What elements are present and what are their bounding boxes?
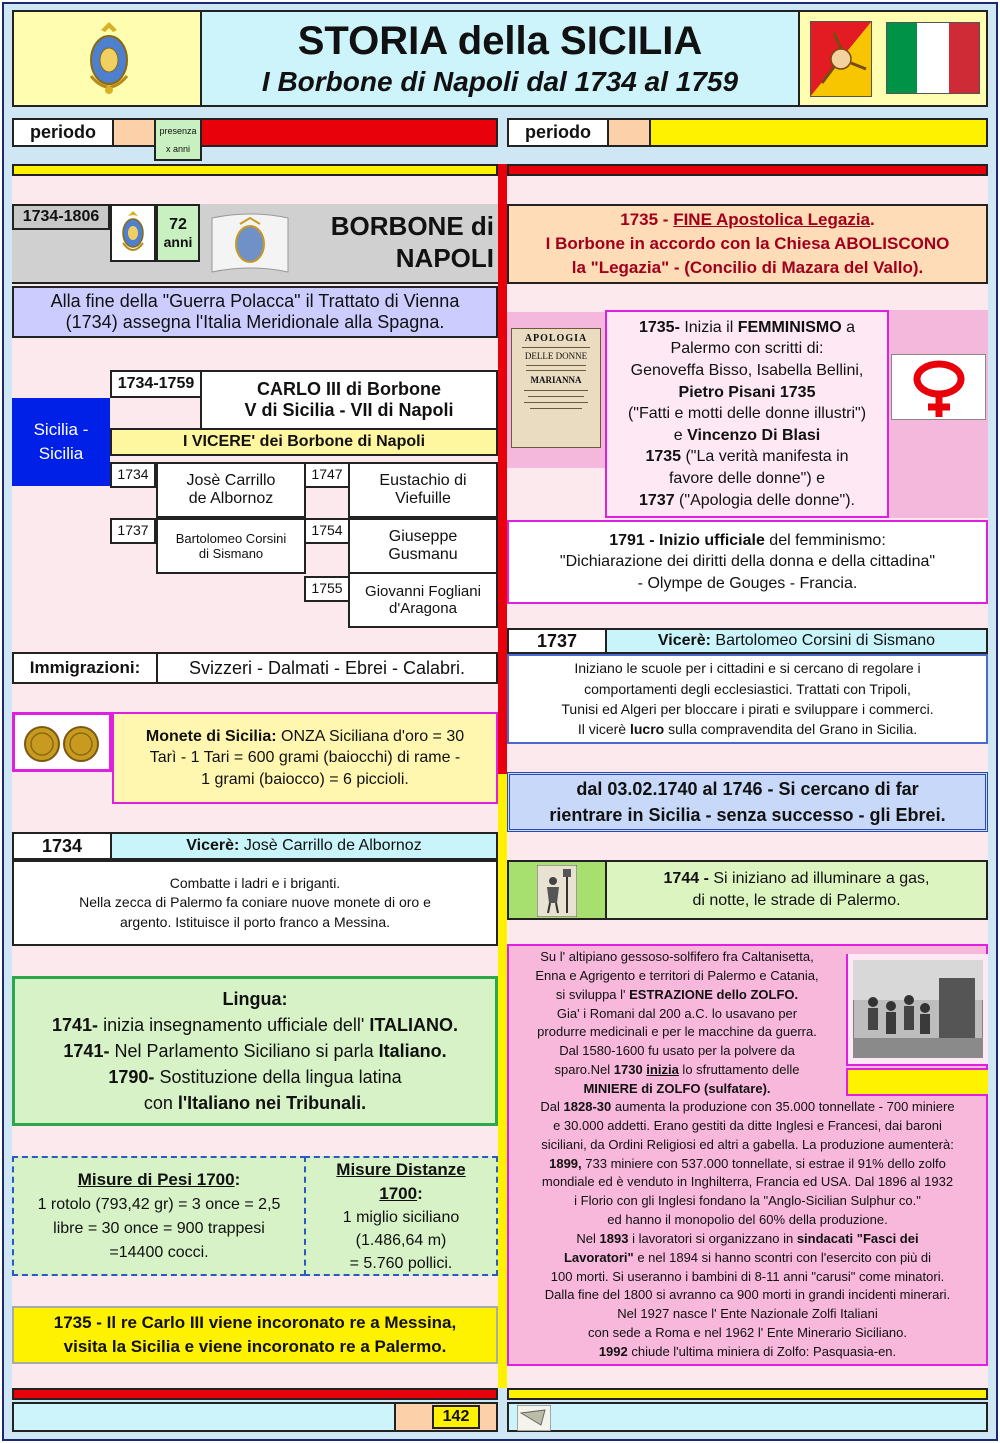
header-right-flags-box	[798, 10, 988, 107]
dynasty-emblem-box	[110, 204, 156, 262]
vicere-1734-year: 1734	[12, 832, 112, 860]
viceroys-title: I VICERE' dei Borbone di Napoli	[110, 428, 498, 456]
viceroy-name: Giovanni Fogliani d'Aragona	[348, 572, 498, 628]
page-title: STORIA della SICILIA	[297, 18, 703, 63]
gas-image-box	[507, 860, 607, 920]
femminismo-symbol-panel	[889, 310, 988, 518]
dynasty-years: 1734-1806	[12, 204, 110, 230]
footer-left-red-strip	[12, 1388, 498, 1400]
immigrazioni-label: Immigrazioni:	[12, 652, 158, 684]
lingua-box: Lingua: 1741- inizia insegnamento ufficiale dell' ITALIANO. 1741- Nel Parlamento Siciliano si parla Italiano. 1790- Sostituzione della lingua latina con l'Italiano nei Tribunali.	[12, 976, 498, 1126]
vicere-1734-body: Combatte i ladri e i briganti. Nella zecca di Palermo fa coniare nuove monete di oro e argento. Istituisce il porto franco a Messina.	[12, 860, 498, 946]
sulfur-miners-photo-icon	[853, 960, 983, 1058]
guerra-polacca-box: Alla fine della "Guerra Polacca" il Trattato di Vienna (1734) assegna l'Italia Meridionale alla Spagna.	[12, 286, 498, 338]
periodo-left-red-bar	[200, 118, 498, 147]
viceroy-name: Giuseppe Gusmanu	[348, 518, 498, 574]
zolfo-history: Dal 1828-30 aumenta la produzione con 35.000 tonnellate - 700 miniere e 30.000 addetti. Erano gestiti da ditte Inglesi e Francesi, dai baroni siciliani, da Ordini Religiosi ed altri a gabella. La produzione aumenterà: 1899, 733 miniere con 537.000 tonnellate, si estrae il 91% dello zolfo mondiale ed è venduto in Inghilterra, Francia ed USA. Dal 1896 al 1932 i Florio con gli Inglesi fondano la "Anglo-Sicilian Sulphur co." ed hanno il monopolio del 60% della produzione. Nel 1893 i lavoratori si organizzano in sindacati "Fasci dei Lavoratori" e nel 1894 si hanno scontri con l'esercito con più di 100 morti. Si useranno i bambini di 8-11 anni "carusi" come minatori. Dalla fine del 1800 si avranno ca 900 morti in grandi incidenti minerari. Nel 1927 nasce l' Ente Nazionale Zolfi Italiani con sede a Roma e nel 1962 l' Ente Minerario Siciliano. 1992 chiude l'ultima miniera di Zolfo: Pasquasia-en.	[540, 1099, 955, 1359]
periodo-left-peach	[114, 118, 156, 147]
bourbon-banner-flag-icon	[210, 212, 290, 278]
vicere-1737-year: 1737	[507, 628, 607, 654]
king-years: 1734-1759	[110, 370, 202, 398]
left-column-top-strip	[12, 164, 498, 176]
vicere-1734-header: Vicerè: Josè Carrillo de Albornoz	[110, 832, 498, 860]
female-symbol-box	[891, 354, 986, 420]
viceroy-year: 1747	[304, 462, 350, 488]
viceroy-year: 1754	[304, 518, 350, 544]
sicily-map-thumbnail-icon	[517, 1405, 551, 1431]
periodo-right-peach	[609, 118, 651, 147]
periodo-right-yellow-bar	[649, 118, 988, 147]
periodo-right-label: periodo	[507, 118, 609, 147]
gold-coins-icon	[17, 717, 107, 767]
viceroy-name: Josè Carrillo de Albornoz	[156, 462, 306, 518]
gas-box: 1744 - Si iniziano ad illuminare a gas, di notte, le strade di Palermo.	[605, 860, 988, 920]
timeline-red-line	[498, 164, 507, 774]
header-left-emblem-box	[12, 10, 202, 107]
periodo-left-label: periodo	[12, 118, 114, 147]
footer-right-bar	[507, 1402, 988, 1432]
dynasty-duration: 72 anni	[156, 204, 200, 262]
monete-box: Monete di Sicilia: ONZA Siciliana d'oro = 30 Tarì - 1 Tari = 600 grami (baiocchi) di rame - 1 grami (baiocco) = 6 piccioli.	[112, 712, 498, 804]
lamplighter-engraving-icon	[537, 865, 577, 917]
incoronazione-box: 1735 - Il re Carlo III viene incoronato re a Messina, visita la Sicilia e viene incoronato re a Palermo.	[12, 1306, 498, 1364]
sicily-trinacria-flag-icon	[810, 21, 872, 97]
footer-right-yellow-strip	[507, 1388, 988, 1400]
page-number-box	[432, 1405, 480, 1429]
misure-pesi-box: Misure di Pesi 1700: 1 rotolo (793,42 gr) = 3 once = 2,5 libre = 30 once = 900 trappesi =14400 cocci.	[12, 1156, 306, 1276]
female-symbol-icon	[892, 355, 987, 421]
ebrei-box: dal 03.02.1740 al 1746 - Si cercano di far rientrare in Sicilia - senza successo - gli Ebrei.	[507, 772, 988, 832]
femminismo-box: 1735- Inizia il FEMMINISMO a Palermo con scritti di: Genoveffa Bisso, Isabella Bellini, Pietro Pisani 1735 ("Fatti e motti delle donne illustri") e Vincenzo Di Blasi 1735 ("La verità manifesta in favore delle donne") e 1737 ("Apologia delle donne").	[605, 310, 889, 518]
monete-label: Monete di Sicilia:	[145, 727, 277, 745]
femminismo-1791-box: 1791 - Inizio ufficiale del femminismo: "Dichiarazione dei diritti della donna e della cittadina" - Olympe de Gouges - Francia.	[507, 520, 988, 604]
sulfur-miners-photo-frame	[846, 954, 988, 1066]
dynasty-name: BORBONE di NAPOLI	[330, 211, 494, 273]
legazia-box: 1735 - FINE Apostolica Legazia. I Borbone in accordo con la Chiesa ABOLISCONO la "Legazia" - (Concilio di Mazara del Vallo).	[507, 204, 988, 284]
vicere-1737-body: Iniziano le scuole per i cittadini e si cercano di regolare i comportamenti degli ecclesiastici. Trattati con Tripoli, Tunisi ed Algeri per bloccare i pirati e sviluppare i commerci. Il vicerè lucro sulla compravendita del Grano in Sicilia.	[507, 654, 988, 744]
right-column-top-strip	[507, 164, 988, 176]
region-badge: Sicilia - Sicilia	[12, 398, 110, 486]
apologia-book-cover: APOLOGIA DELLE DONNE MARIANNA	[511, 328, 601, 448]
misure-distanze-box: Misure Distanze 1700: 1 miglio siciliano (1.486,64 m) = 5.760 pollici.	[304, 1156, 498, 1276]
femminismo-book-panel	[507, 312, 607, 468]
presenza-anni-box: presenza x anni	[154, 118, 202, 161]
page-subtitle: I Borbone di Napoli dal 1734 al 1759	[261, 65, 739, 97]
timeline-yellow-line	[498, 774, 507, 1388]
page-number: 142	[442, 1408, 470, 1425]
viceroy-name: Bartolomeo Corsini di Sismano	[156, 518, 306, 574]
viceroy-name: Eustachio di Viefuille	[348, 462, 498, 518]
zolfo-yellow-tab	[846, 1068, 988, 1096]
king-name-box: CARLO III di Borbone V di Sicilia - VII di Napoli	[200, 370, 498, 430]
zolfo-intro: Su l' altipiano gessoso-solfifero fra Caltanisetta, Enna e Agrigento e territori di Palermo e Catania, si sviluppa l' ESTRAZIONE dello ZOLFO. Gia' i Romani dal 200 a.C. lo usavano per produrre medicinali e per le macchine da guerra. Dal 1580-1600 fu usato per la polvere da sparo.Nel 1730 inizia lo sfruttamento delle MINIERE di ZOLFO (sulfatare).	[535, 949, 819, 1096]
monete-coins-frame	[12, 712, 112, 772]
bourbon-small-coat-of-arms-icon	[116, 209, 150, 257]
header-title-box	[200, 10, 800, 107]
viceroy-year: 1734	[110, 462, 156, 488]
immigrazioni-value: Svizzeri - Dalmati - Ebrei - Calabri.	[156, 652, 498, 684]
viceroy-year: 1755	[304, 576, 350, 602]
italy-flag-icon	[886, 22, 980, 94]
bourbon-coat-of-arms-icon	[79, 18, 139, 100]
vicere-1737-header: Vicerè: Bartolomeo Corsini di Sismano	[605, 628, 988, 654]
viceroy-year: 1737	[110, 518, 156, 544]
